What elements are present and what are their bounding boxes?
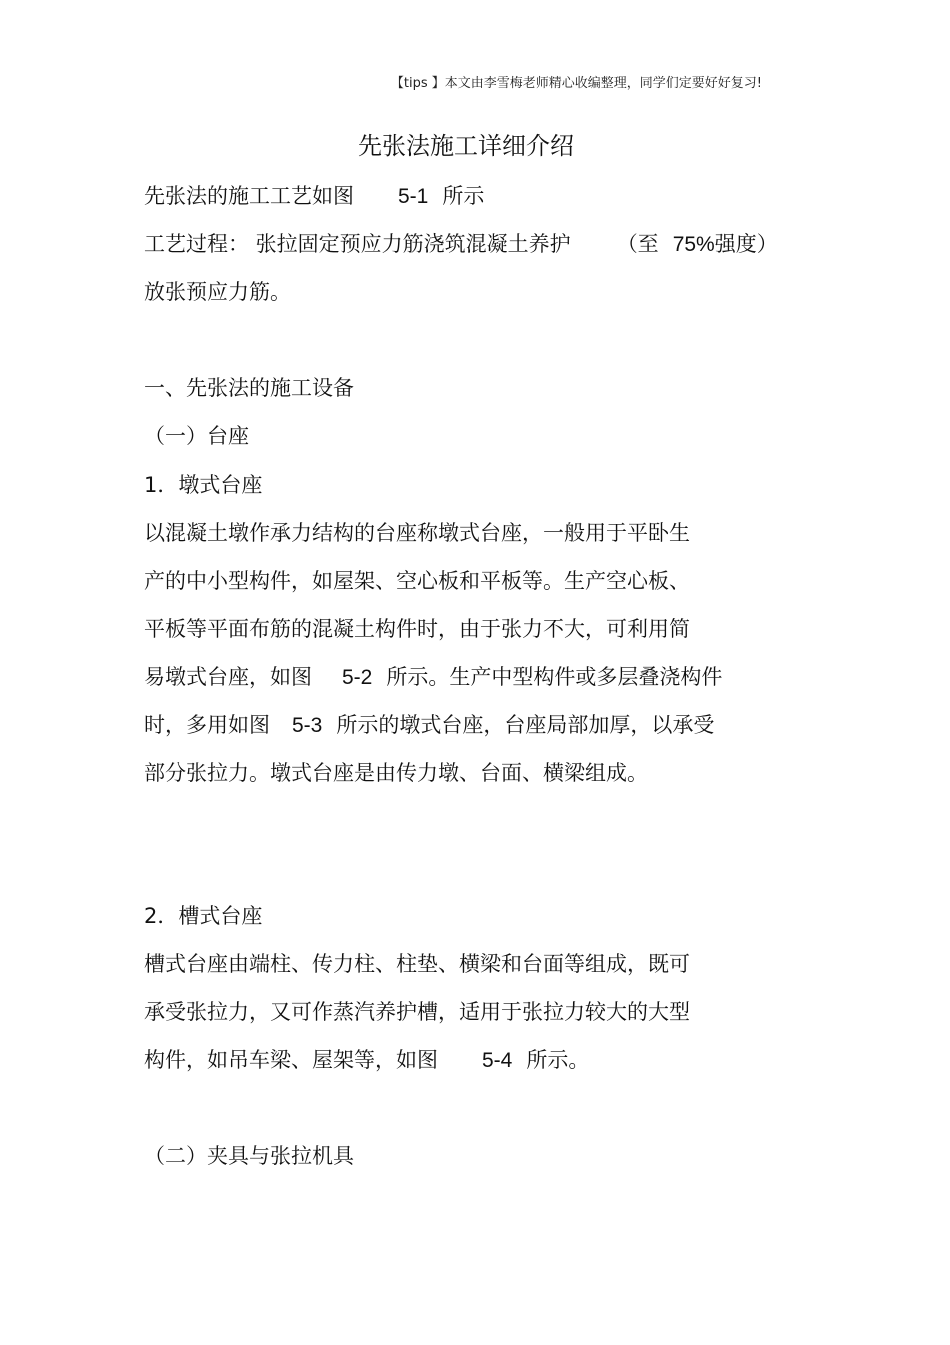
item-heading: 2．槽式台座 bbox=[144, 904, 263, 928]
paragraph-line bbox=[144, 1046, 589, 1075]
strength-percent: 75% bbox=[672, 233, 715, 256]
paren-open: （至 bbox=[616, 232, 659, 256]
paragraph-text: 所示的墩式台座，台座局部加厚，以承受 bbox=[336, 713, 715, 737]
paragraph-text: 时，多用如图 bbox=[144, 713, 270, 737]
paragraph-text: 所示。生产中型构件或多层叠浇构件 bbox=[386, 665, 723, 689]
figure-ref: 5-1 bbox=[398, 185, 429, 208]
paragraph-line: 承受张拉力，又可作蒸汽养护槽，适用于张拉力较大的大型 bbox=[144, 1000, 690, 1024]
intro-line-3: 放张预应力筋。 bbox=[144, 280, 291, 304]
paragraph-line bbox=[144, 663, 722, 692]
header-tips: 【tips 】本文由李雪梅老师精心收编整理，同学们定要好好复习! bbox=[390, 76, 762, 91]
item-heading: 1．墩式台座 bbox=[144, 473, 263, 497]
paragraph-line: 产的中小型构件，如屋架、空心板和平板等。生产空心板、 bbox=[144, 569, 690, 593]
intro-line-1 bbox=[144, 182, 484, 211]
figure-ref: 5-2 bbox=[342, 666, 373, 689]
subsection-heading: （二）夹具与张拉机具 bbox=[144, 1144, 354, 1168]
paragraph-line: 部分张拉力。墩式台座是由传力墩、台面、横梁组成。 bbox=[144, 761, 648, 785]
intro-line-2 bbox=[144, 230, 778, 259]
paragraph-line: 槽式台座由端柱、传力柱、柱垫、横梁和台面等组成，既可 bbox=[144, 952, 690, 976]
paragraph-line: 以混凝土墩作承力结构的台座称墩式台座，一般用于平卧生 bbox=[144, 521, 690, 545]
figure-ref: 5-3 bbox=[292, 714, 323, 737]
paren-close: 强度） bbox=[714, 232, 778, 256]
paragraph-line: 平板等平面布筋的混凝土构件时，由于张力不大，可利用简 bbox=[144, 617, 690, 641]
paragraph-text: 所示。 bbox=[526, 1048, 590, 1072]
subsection-heading: （一）台座 bbox=[144, 424, 249, 448]
paragraph-text: 易墩式台座，如图 bbox=[144, 665, 312, 689]
paragraph-text: 构件，如吊车梁、屋架等，如图 bbox=[144, 1048, 438, 1072]
section-heading: 一、先张法的施工设备 bbox=[144, 376, 354, 400]
paragraph-line bbox=[144, 711, 714, 740]
document-title: 先张法施工详细介绍 bbox=[358, 132, 574, 160]
intro-tail: 所示 bbox=[442, 184, 485, 208]
process-text: 工艺过程： 张拉固定预应力筋浇筑混凝土养护 bbox=[144, 232, 571, 256]
intro-text: 先张法的施工工艺如图 bbox=[144, 184, 354, 208]
figure-ref: 5-4 bbox=[482, 1049, 513, 1072]
